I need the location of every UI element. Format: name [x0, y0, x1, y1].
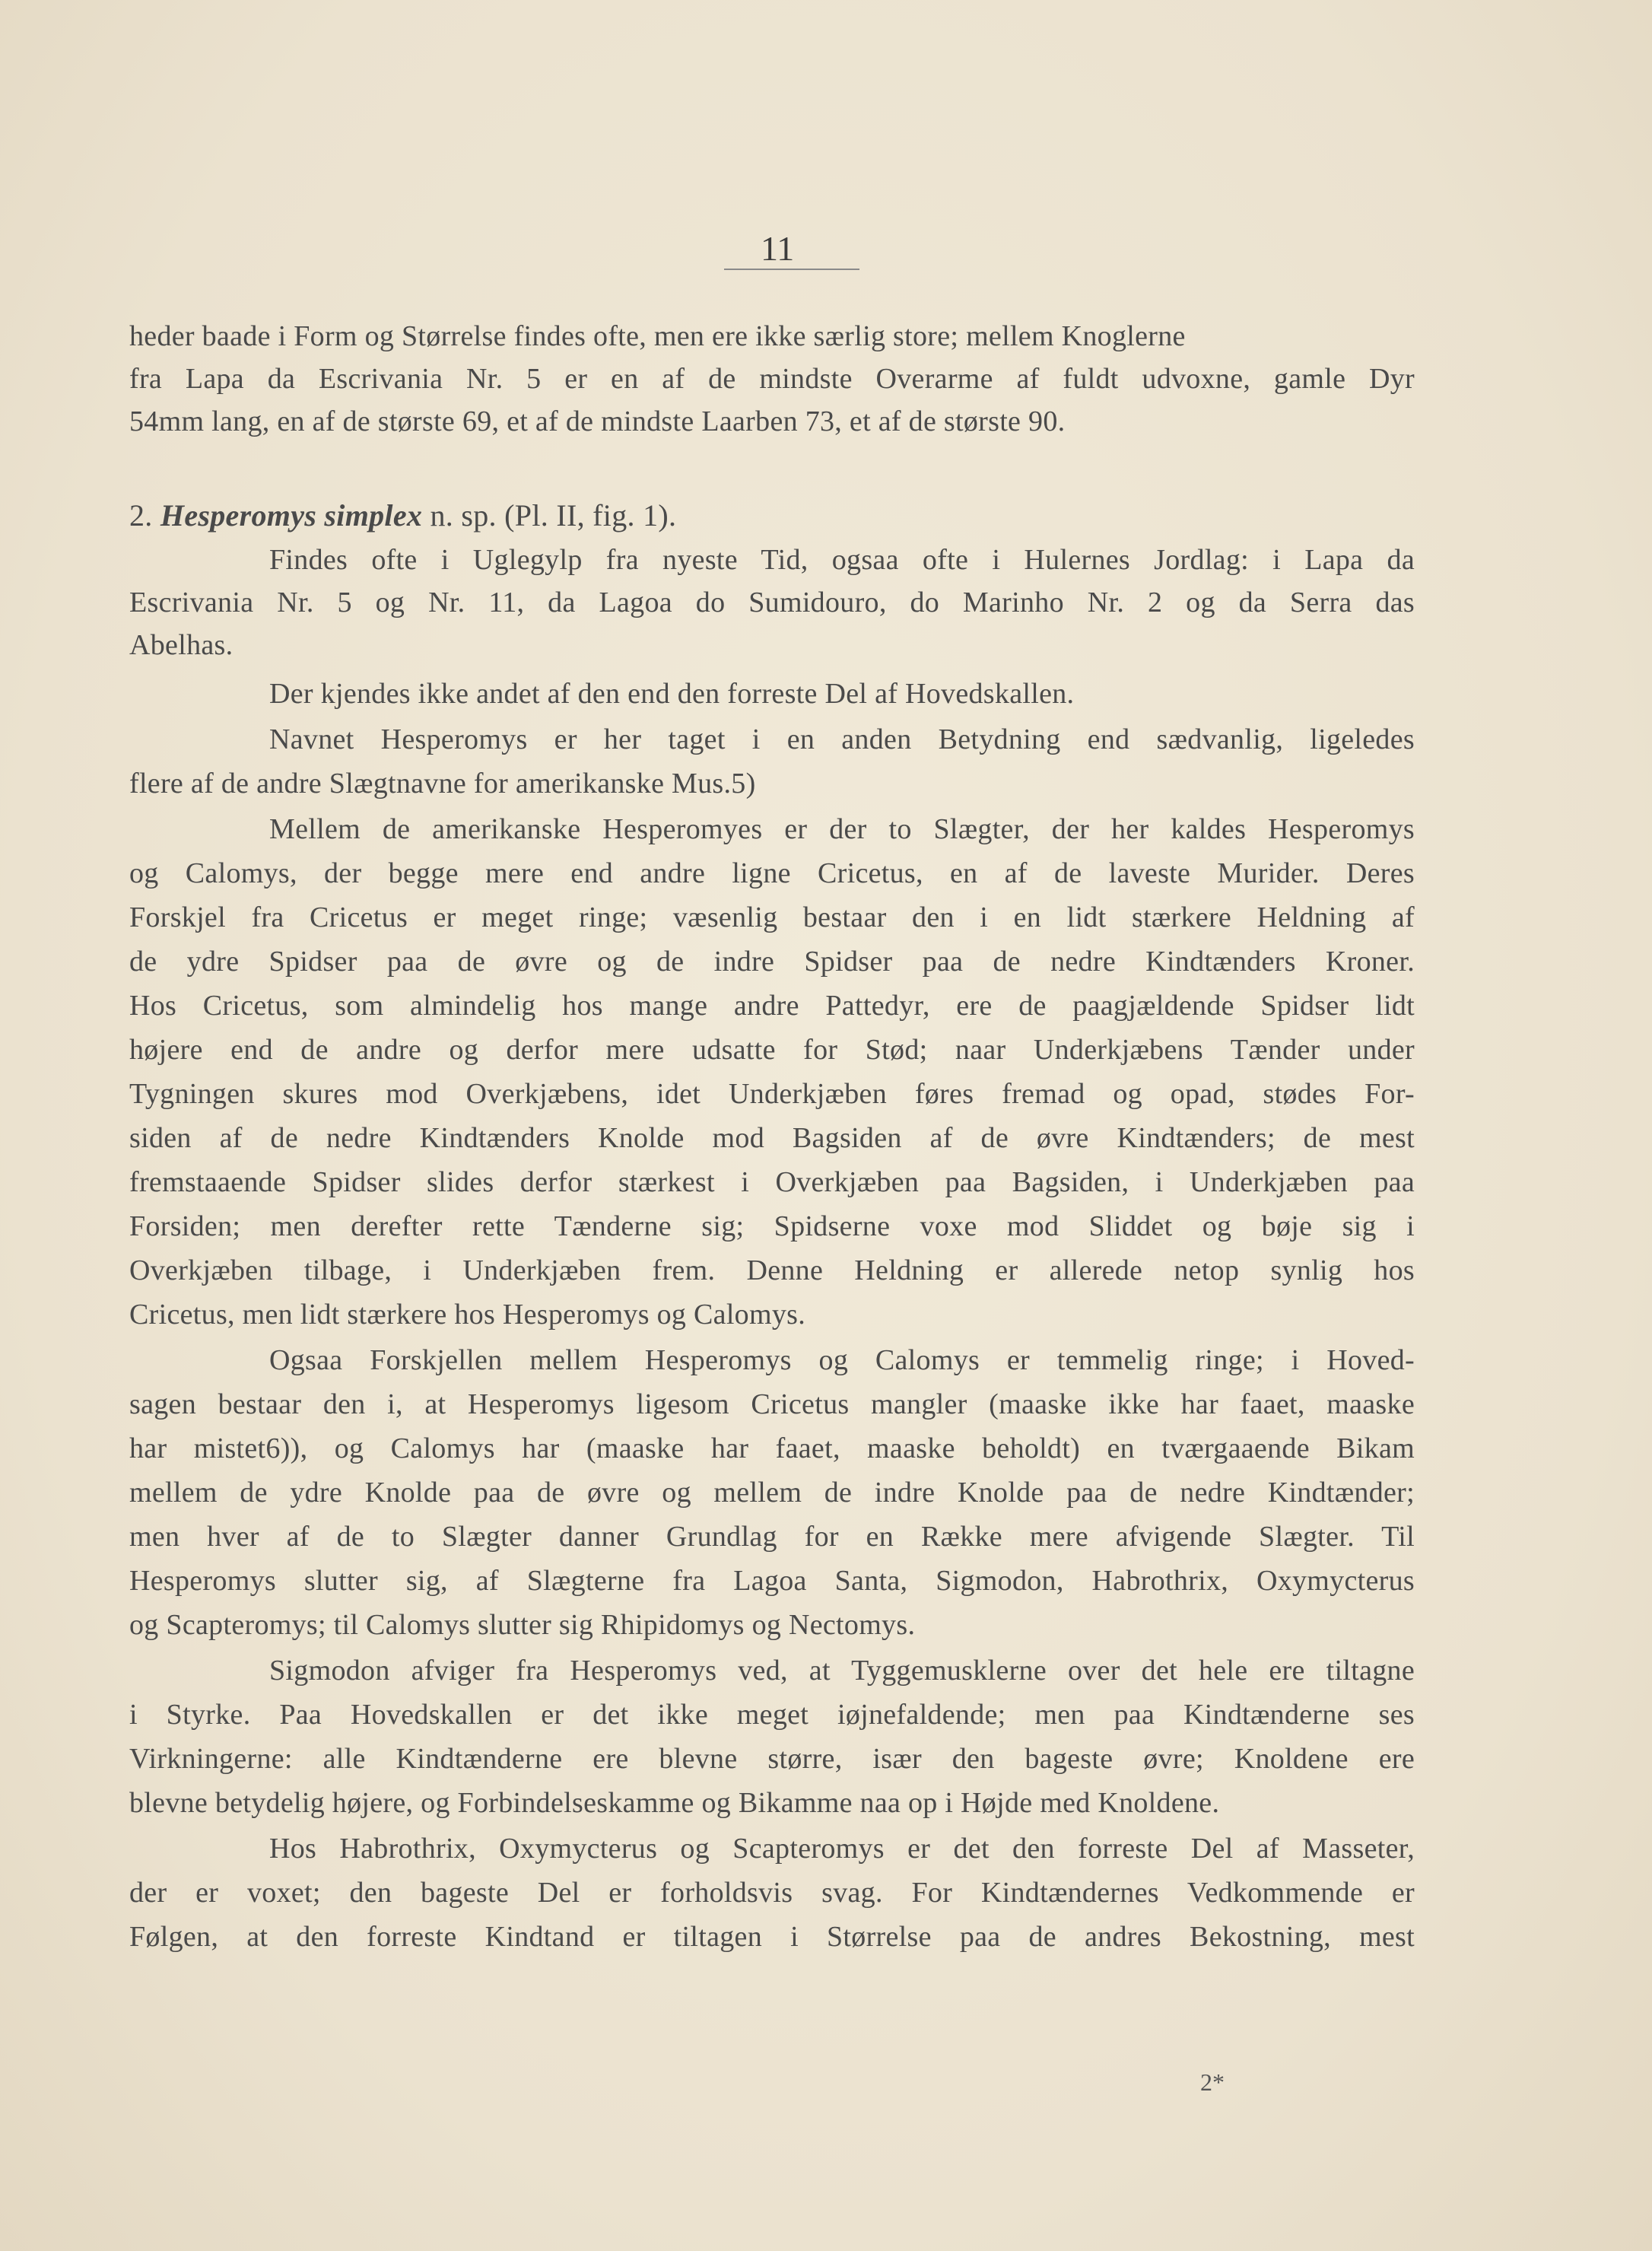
text-line: Tygningen skures mod Overkjæbens, idet Underkjæben føres fremad og opad, stødes For- [129, 1078, 1415, 1110]
text-line: Forskjel fra Cricetus er meget ringe; væsenlig bestaar den i en lidt stærkere Heldning af [129, 901, 1415, 933]
page-number: 11 [761, 229, 795, 268]
text-line: og Calomys, der begge mere end andre ligne Cricetus, en af de laveste Murider. Deres [129, 857, 1415, 889]
text-line: Virkningerne: alle Kindtænderne ere blevne større, især den bageste øvre; Knoldene ere [129, 1743, 1415, 1775]
text-line: sagen bestaar den i, at Hesperomys ligesom Cricetus mangler (maaske ikke har faaet, maaske [129, 1388, 1415, 1420]
text-line: i Styrke. Paa Hovedskallen er det ikke meget iøjnefaldende; men paa Kindtænderne ses [129, 1699, 1415, 1731]
text-line: højere end de andre og derfor mere udsatte for Stød; naar Underkjæbens Tænder under [129, 1034, 1415, 1066]
text-line: Hos Habrothrix, Oxymycterus og Scapteromys er det den forreste Del af Masseter, [269, 1833, 1415, 1865]
text-line: Der kjendes ikke andet af den end den forreste Del af Hovedskallen. [269, 678, 1075, 710]
text-line: flere af de andre Slægtnavne for amerikanske Mus.5) [129, 768, 756, 800]
text-line: Ogsaa Forskjellen mellem Hesperomys og Calomys er temmelig ringe; i Hoved- [269, 1344, 1415, 1376]
text-line: fremstaaende Spidser slides derfor stærkest i Overkjæben paa Bagsiden, i Underkjæben paa [129, 1166, 1415, 1198]
text-line: men hver af de to Slægter danner Grundlag for en Række mere afvigende Slægter. Til [129, 1521, 1415, 1553]
signature-mark: 2* [1200, 2068, 1225, 2096]
text-line: Navnet Hesperomys er her taget i en anden Betydning end sædvanlig, ligeledes [269, 723, 1415, 755]
species-heading [129, 498, 1415, 540]
heading-number: 2. [129, 498, 153, 533]
text-line: Findes ofte i Uglegylp fra nyeste Tid, ogsaa ofte i Hulernes Jordlag: i Lapa da [269, 544, 1415, 576]
text-line: Overkjæben tilbage, i Underkjæben frem. Denne Heldning er allerede netop synlig hos [129, 1254, 1415, 1286]
text-line: heder baade i Form og Størrelse findes ofte, men ere ikke særlig store; mellem Knoglerne [129, 320, 1186, 352]
text-line: Hesperomys slutter sig, af Slægterne fra Lagoa Santa, Sigmodon, Habrothrix, Oxymycterus [129, 1565, 1415, 1597]
text-line: Forsiden; men derefter rette Tænderne sig; Spidserne voxe mod Sliddet og bøje sig i [129, 1210, 1415, 1242]
text-line: har mistet6)), og Calomys har (maaske har faaet, maaske beholdt) en tværgaaende Bikam [129, 1432, 1415, 1464]
text-line: Cricetus, men lidt stærkere hos Hesperomys og Calomys. [129, 1299, 806, 1331]
text-line: Escrivania Nr. 5 og Nr. 11, da Lagoa do Sumidouro, do Marinho Nr. 2 og da Serra das [129, 587, 1415, 618]
text-line: mellem de ydre Knolde paa de øvre og mellem de indre Knolde paa de nedre Kindtænder; [129, 1477, 1415, 1509]
text-line: og Scapteromys; til Calomys slutter sig Rhipidomys og Nectomys. [129, 1609, 916, 1641]
text-line: der er voxet; den bageste Del er forholdsvis svag. For Kindtændernes Vedkommende er [129, 1877, 1415, 1909]
text-line: siden af de nedre Kindtænders Knolde mod Bagsiden af de øvre Kindtænders; de mest [129, 1122, 1415, 1154]
page-number-rule [724, 269, 859, 270]
text-line: Mellem de amerikanske Hesperomyes er der to Slægter, der her kaldes Hesperomys [269, 813, 1415, 845]
text-line: Abelhas. [129, 629, 234, 661]
text-line: fra Lapa da Escrivania Nr. 5 er en af de mindste Overarme af fuldt udvoxne, gamle Dyr [129, 363, 1415, 395]
text-line: Følgen, at den forreste Kindtand er tiltagen i Størrelse paa de andres Bekostning, mest [129, 1921, 1415, 1953]
text-line: 54mm lang, en af de største 69, et af de mindste Laarben 73, et af de største 90. [129, 405, 1066, 437]
heading-rest: n. sp. (Pl. II, fig. 1). [430, 498, 677, 533]
heading-species-name: Hesperomys simplex [160, 498, 423, 533]
text-line: blevne betydelig højere, og Forbindelseskamme og Bikamme naa op i Højde med Knoldene. [129, 1787, 1220, 1819]
text-line: de ydre Spidser paa de øvre og de indre Spidser paa de nedre Kindtænders Kroner. [129, 946, 1415, 978]
text-line: Sigmodon afviger fra Hesperomys ved, at Tyggemusklerne over det hele ere tiltagne [269, 1655, 1415, 1687]
text-line: Hos Cricetus, som almindelig hos mange andre Pattedyr, ere de paagjældende Spidser lidt [129, 990, 1415, 1022]
